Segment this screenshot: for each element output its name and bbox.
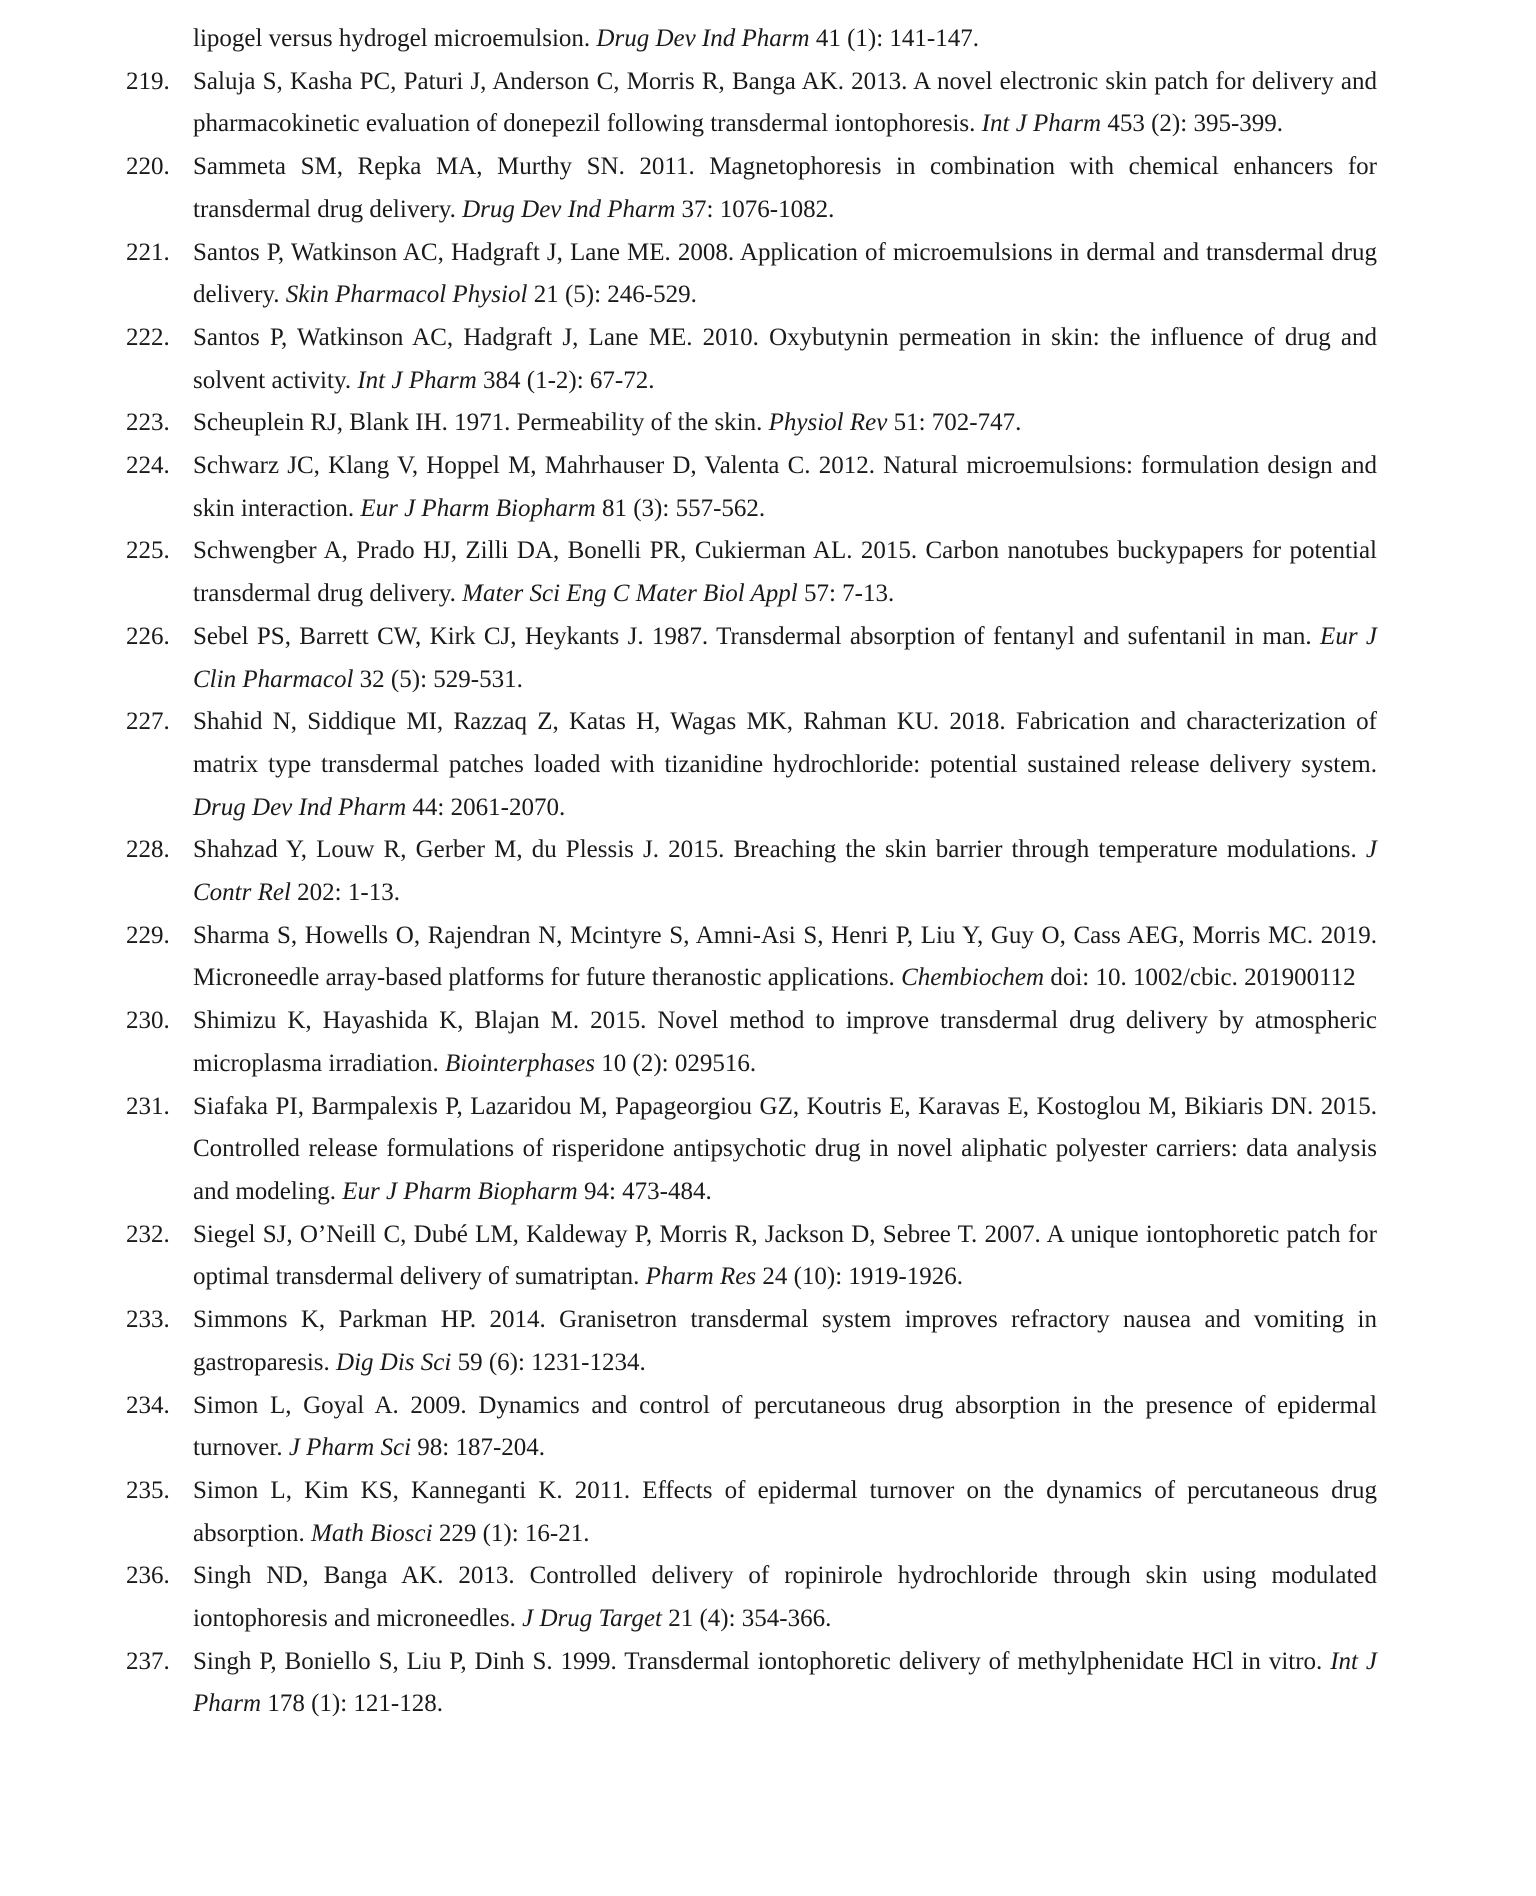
reference-number: 236. [126, 1562, 170, 1590]
reference-citation: doi: 10. 1002/cbic. 201900112 [1044, 964, 1356, 992]
reference-body: Simmons K, Parkman HP. 2014. Granisetron transdermal system improves refractory nausea and vomiting in gastroparesis. [193, 1306, 1377, 1376]
reference-body: Shahzad Y, Louw R, Gerber M, du Plessis J. 2015. Breaching the skin barrier through temperature modulations. [193, 836, 1357, 864]
reference-citation: 37: 1076-1082. [675, 195, 835, 223]
journal-name: Physiol Rev [768, 409, 888, 437]
reference-body: Scheuplein RJ, Blank IH. 1971. Permeability of the skin. [193, 409, 763, 437]
reference-citation: 41 (1): 141-147. [809, 25, 979, 52]
journal-name: Eur J Pharm Biopharm [342, 1177, 578, 1205]
reference-number: 228. [126, 836, 170, 864]
reference-body: Schwengber A, Prado HJ, Zilli DA, Bonelli PR, Cukierman AL. 2015. Carbon nanotubes buckypapers for potential transdermal drug delivery. [193, 537, 1377, 608]
reference-citation: 44: 2061-2070. [406, 793, 566, 821]
reference-entry [0, 616, 1377, 701]
reference-entry [0, 1641, 1377, 1726]
reference-entry [0, 530, 1377, 615]
reference-body: Sharma S, Howells O, Rajendran N, Mcintyre S, Amni-Asi S, Henri P, Liu Y, Guy O, Cass AEG, Morris MC. 2019. Microneedle array-based platforms for future theranostic applications. [193, 921, 1377, 992]
reference-entry [0, 317, 1377, 402]
journal-name: J Drug Target [522, 1605, 662, 1633]
reference-citation: 81 (3): 557-562. [595, 494, 766, 522]
reference-body: Sammeta SM, Repka MA, Murthy SN. 2011. Magnetophoresis in combination with chemical enhancers for transdermal drug delivery. [193, 153, 1377, 223]
reference-citation: 57: 7-13. [797, 580, 895, 608]
reference-citation: 21 (4): 354-366. [661, 1605, 832, 1633]
reference-number: 219. [126, 67, 170, 95]
reference-entry [0, 61, 1377, 146]
reference-citation: 32 (5): 529-531. [353, 665, 523, 693]
reference-entry [0, 915, 1377, 1000]
reference-entry [0, 402, 1377, 445]
reference-body: Simon L, Goyal A. 2009. Dynamics and control of percutaneous drug absorption in the presence of epidermal turnover. [193, 1391, 1377, 1462]
journal-name: J Contr Rel [193, 836, 1377, 907]
reference-body: Santos P, Watkinson AC, Hadgraft J, Lane ME. 2008. Application of microemulsions in dermal and transdermal drug delivery. [193, 238, 1377, 309]
journal-name: Drug Dev Ind Pharm [193, 793, 407, 821]
reference-entry [0, 1299, 1377, 1384]
journal-name: Int J Pharm [981, 110, 1102, 138]
reference-body: Siegel SJ, O’Neill C, Dubé LM, Kaldeway P, Morris R, Jackson D, Sebree T. 2007. A unique iontophoretic patch for optimal transdermal delivery of sumatriptan. [193, 1220, 1377, 1291]
reference-citation: 98: 187-204. [411, 1434, 546, 1462]
journal-name: Drug Dev Ind Pharm [596, 25, 810, 52]
reference-citation: 453 (2): 395-399. [1101, 110, 1284, 138]
reference-citation: 94: 473-484. [577, 1177, 712, 1205]
reference-number: 233. [126, 1306, 170, 1334]
reference-number: 231. [126, 1092, 170, 1120]
journal-name: Pharm Res [645, 1263, 757, 1291]
reference-body: Sebel PS, Barrett CW, Kirk CJ, Heykants J. 1987. Transdermal absorption of fentanyl and sufentanil in man. [193, 622, 1312, 650]
reference-entry [0, 1385, 1377, 1470]
reference-number: 229. [126, 921, 170, 949]
reference-body: Singh ND, Banga AK. 2013. Controlled delivery of ropinirole hydrochloride through skin using modulated iontophoresis and microneedles. [193, 1562, 1377, 1633]
reference-entry [0, 445, 1377, 530]
reference-entry [0, 829, 1377, 914]
reference-number: 225. [126, 537, 170, 565]
reference-citation: 384 (1-2): 67-72. [476, 366, 655, 394]
reference-entry [0, 232, 1377, 317]
reference-body: Siafaka PI, Barmpalexis P, Lazaridou M, Papageorgiou GZ, Koutris E, Karavas E, Kostoglou M, Bikiaris DN. 2015. Controlled release formulations of risperidone antipsychotic drug in novel aliphatic polyester carriers: data analysis and modeling. [193, 1092, 1377, 1205]
reference-number: 234. [126, 1391, 170, 1419]
reference-body: Singh P, Boniello S, Liu P, Dinh S. 1999. Transdermal iontophoretic delivery of methylphenidate HCl in vitro. [193, 1647, 1323, 1675]
reference-number: 227. [126, 708, 170, 736]
reference-continuation [0, 18, 1377, 61]
reference-citation: 10 (2): 029516. [595, 1049, 757, 1077]
reference-entry [0, 1470, 1377, 1555]
reference-body: Schwarz JC, Klang V, Hoppel M, Mahrhauser D, Valenta C. 2012. Natural microemulsions: formulation design and skin interaction. [193, 452, 1377, 522]
reference-body: Simon L, Kim KS, Kanneganti K. 2011. Effects of epidermal turnover on the dynamics of percutaneous drug absorption. [193, 1476, 1377, 1547]
reference-entry [0, 1555, 1377, 1640]
reference-citation: 24 (10): 1919-1926. [756, 1263, 963, 1291]
reference-citation: 51: 702-747. [887, 409, 1022, 437]
reference-citation: 202: 1-13. [290, 879, 400, 907]
reference-entry [0, 1086, 1377, 1214]
journal-name: J Pharm Sci [288, 1434, 412, 1462]
reference-entry [0, 1214, 1377, 1299]
reference-number: 221. [126, 238, 170, 266]
journal-name: Chembiochem [901, 964, 1045, 992]
reference-number: 220. [126, 153, 170, 181]
reference-number: 224. [126, 452, 170, 480]
reference-number: 223. [126, 409, 170, 437]
reference-body: lipogel versus hydrogel microemulsion. [193, 25, 591, 52]
journal-name: Eur J Clin Pharmacol [193, 622, 1377, 693]
reference-citation: 21 (5): 246-529. [527, 281, 697, 309]
journal-name: Skin Pharmacol Physiol [285, 281, 528, 309]
reference-number: 232. [126, 1220, 170, 1248]
journal-name: Eur J Pharm Biopharm [360, 494, 596, 522]
reference-entry [0, 146, 1377, 231]
journal-name: Dig Dis Sci [336, 1348, 452, 1376]
journal-name: Drug Dev Ind Pharm [462, 195, 676, 223]
reference-number: 226. [126, 622, 170, 650]
reference-entry [0, 701, 1377, 829]
journal-name: Biointerphases [445, 1049, 596, 1077]
journal-name: Int J Pharm [193, 1647, 1378, 1718]
reference-entry [0, 1000, 1377, 1085]
journal-name: Math Biosci [311, 1519, 433, 1547]
reference-number: 235. [126, 1476, 170, 1504]
reference-list [0, 18, 1536, 1726]
reference-number: 237. [126, 1647, 170, 1675]
reference-body: Santos P, Watkinson AC, Hadgraft J, Lane ME. 2010. Oxybutynin permeation in skin: the influence of drug and solvent activity. [193, 323, 1377, 394]
reference-citation: 229 (1): 16-21. [432, 1519, 590, 1547]
journal-name: Mater Sci Eng C Mater Biol Appl [462, 580, 798, 608]
reference-number: 230. [126, 1007, 170, 1035]
reference-body: Saluja S, Kasha PC, Paturi J, Anderson C, Morris R, Banga AK. 2013. A novel electronic skin patch for delivery and pharmacokinetic evaluation of donepezil following transdermal iontophoresis. [193, 67, 1377, 138]
reference-citation: 59 (6): 1231-1234. [451, 1348, 646, 1376]
reference-body: Shahid N, Siddique MI, Razzaq Z, Katas H, Wagas MK, Rahman KU. 2018. Fabrication and characterization of matrix type transdermal patches loaded with tizanidine hydrochloride: potential sustained release delivery system. [193, 708, 1377, 778]
journal-name: Int J Pharm [357, 366, 477, 394]
reference-citation: 178 (1): 121-128. [261, 1690, 443, 1718]
reference-number: 222. [126, 323, 170, 351]
reference-body: Shimizu K, Hayashida K, Blajan M. 2015. Novel method to improve transdermal drug delivery by atmospheric microplasma irradiation. [193, 1007, 1377, 1077]
